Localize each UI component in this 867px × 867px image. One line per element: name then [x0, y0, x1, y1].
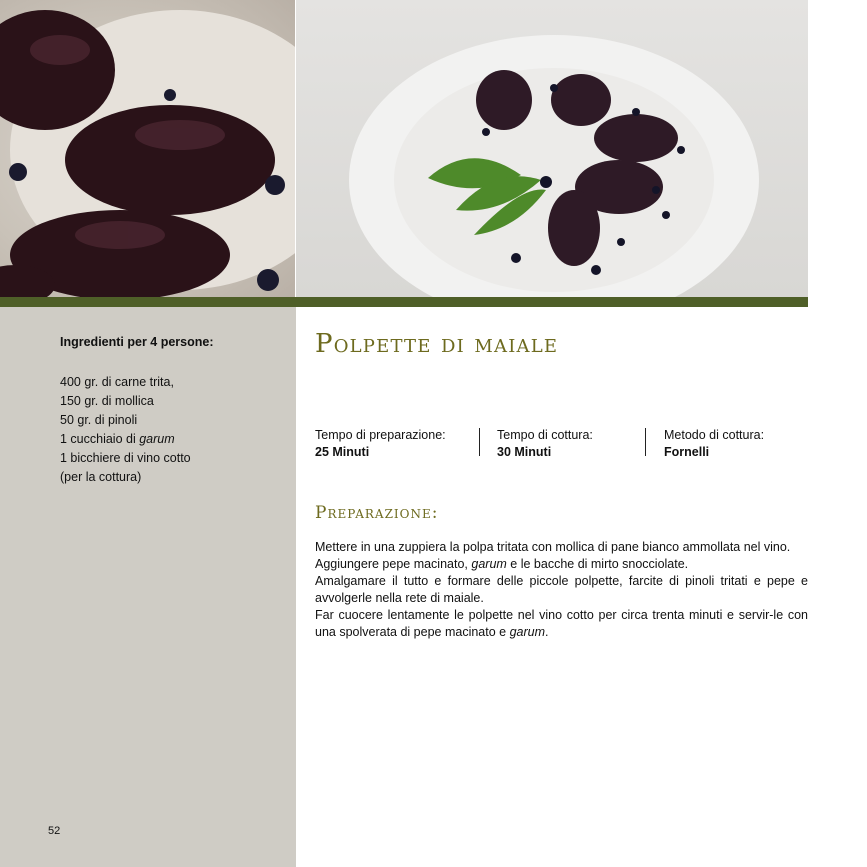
preparation-text [315, 539, 808, 641]
ingredients-list [60, 373, 280, 487]
prep-time-value: 25 Minuti [315, 445, 370, 459]
ingredient-item: (per la cottura) [60, 470, 142, 484]
page-number: 52 [48, 825, 61, 837]
meta-separator [479, 428, 480, 456]
ingredient-item: 1 bicchiere di vino cotto [60, 451, 191, 465]
cooking-method-value: Fornelli [664, 445, 710, 459]
preparation-paragraph: Far cuocere lentamente le polpette nel vino cotto per circa trenta minuti e servir-le con una spolverata di pepe macinato e garum. [315, 608, 808, 639]
preparation-paragraph: Aggiungere pepe macinato, garum e le bacche di mirto snocciolate. [315, 557, 689, 571]
prep-time [315, 427, 446, 461]
cook-time-label: Tempo di cottura: [497, 428, 593, 442]
cook-time-value: 30 Minuti [497, 445, 552, 459]
recipe-title: Polpette di maiale [315, 329, 559, 359]
cooking-method [664, 427, 764, 461]
ingredient-item: 1 cucchiaio di garum [60, 432, 175, 446]
cook-time [497, 427, 593, 461]
preparation-paragraph: Amalgamare il tutto e formare delle piccole polpette, farcite di pinoli tritati e pepe e avvolgerle nella rete di maiale. [315, 574, 808, 605]
preparation-heading: Preparazione: [315, 503, 439, 523]
prep-time-label: Tempo di preparazione: [315, 428, 446, 442]
dish-closeup-photo [0, 0, 295, 298]
ingredient-item: 400 gr. di carne trita, [60, 375, 174, 389]
ingredients-title: Ingredienti per 4 persone: [60, 335, 214, 349]
ingredient-item: 50 gr. di pinoli [60, 413, 138, 427]
ingredient-item: 150 gr. di mollica [60, 394, 154, 408]
accent-divider [0, 297, 808, 307]
preparation-paragraph: Mettere in una zuppiera la polpa tritata con mollica di pane bianco ammollata nel vino. [315, 540, 791, 554]
dish-plated-photo [296, 0, 808, 298]
cooking-method-label: Metodo di cottura: [664, 428, 765, 442]
meta-separator [645, 428, 646, 456]
